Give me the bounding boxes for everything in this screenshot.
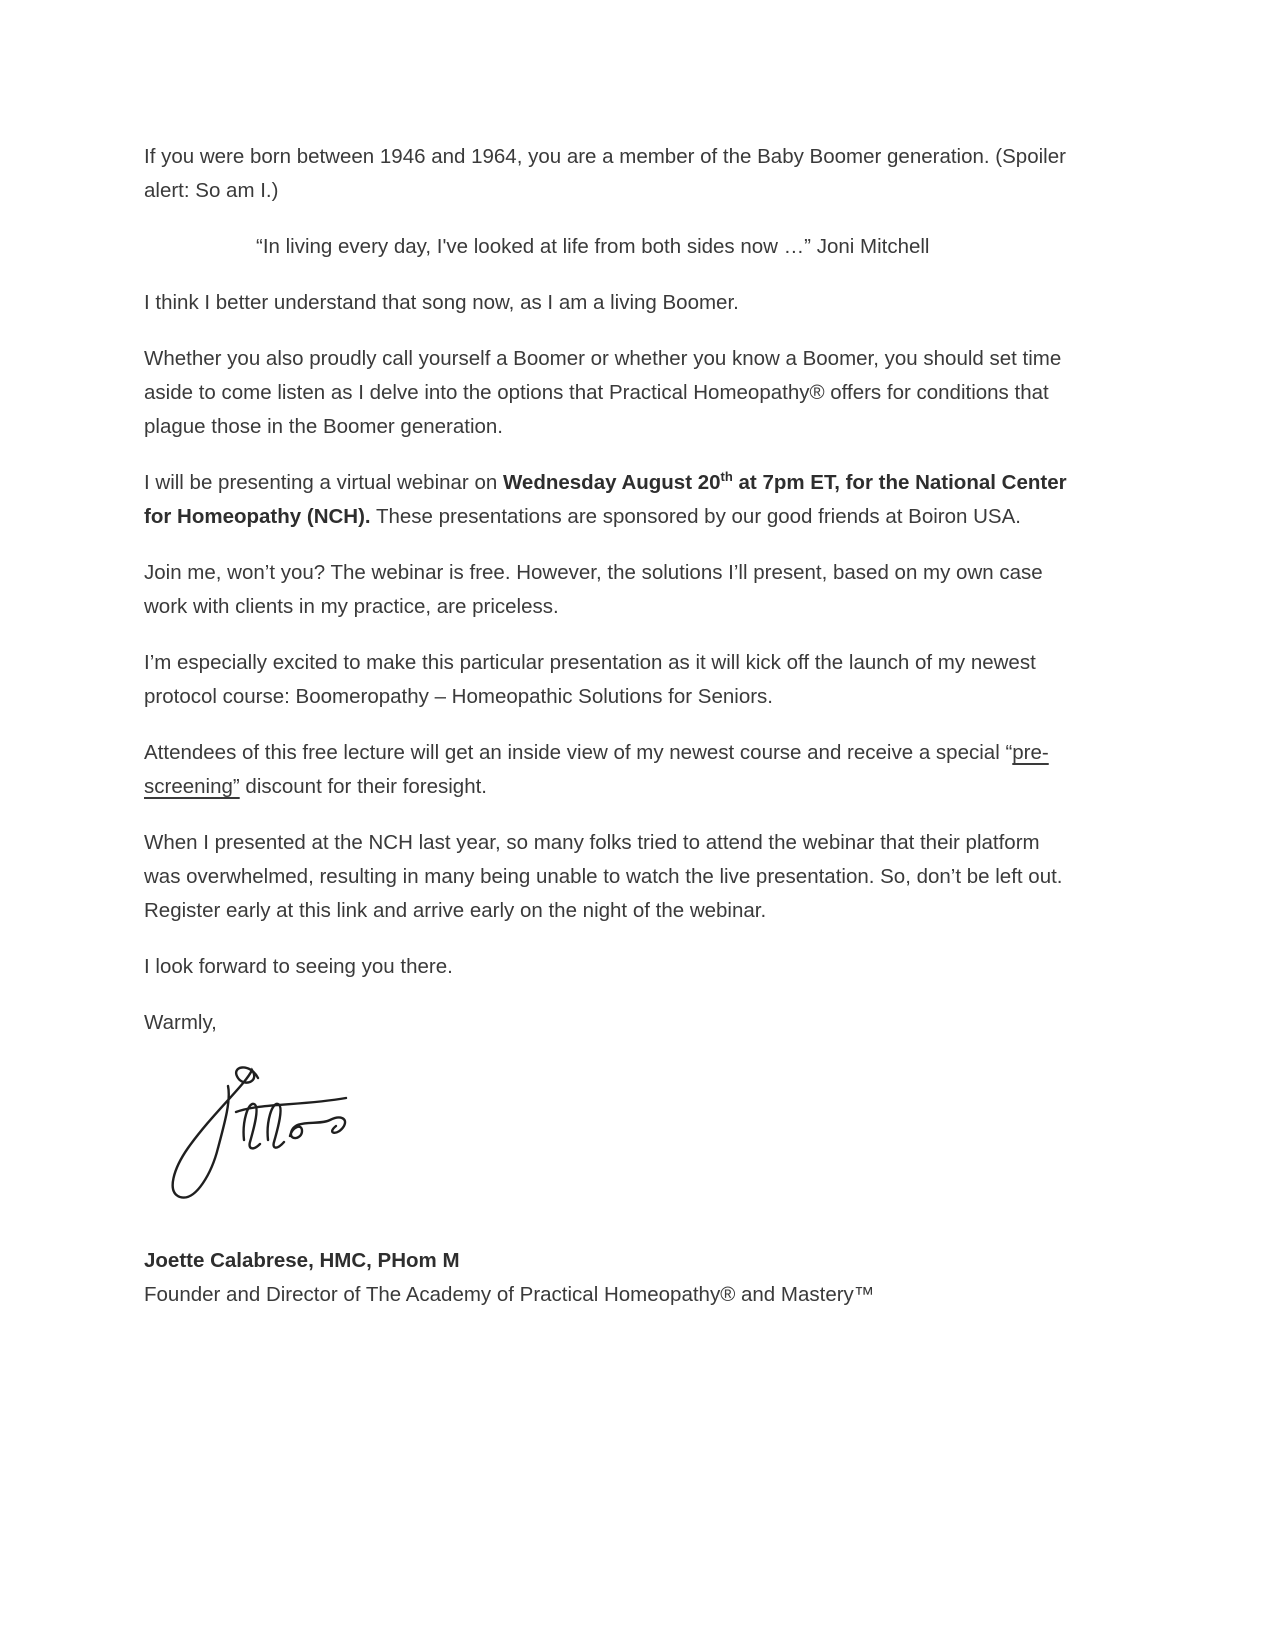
text-run: Whether you also proudly call yourself a Boomer or whether you know a Boomer, you should set time aside to come listen as I delve into the options that Practical Homeopathy® offers for conditions that plague those in the Boomer generation. — [144, 347, 1062, 438]
paragraph — [144, 736, 1074, 804]
text-run: at 7pm ET, for the National Center for Homeopathy (NCH). — [144, 471, 1067, 528]
sender-name: Joette Calabrese, HMC, PHom M — [144, 1249, 460, 1272]
closing-block — [144, 1244, 1074, 1312]
text-run: Join me, won’t you? The webinar is free. However, the solutions I’ll present, based on my own case work with clients in my practice, are priceless. — [144, 561, 1043, 618]
paragraph — [144, 1006, 1074, 1040]
paragraph — [144, 466, 1074, 534]
text-run: If you were born between 1946 and 1964, you are a member of the Baby Boomer generation. (Spoiler alert: So am I.) — [144, 145, 1066, 202]
text-run: I’m especially excited to make this particular presentation as it will kick off the launch of my newest protocol course: Boomeropathy – Homeopathic Solutions for Seniors. — [144, 651, 1036, 708]
text-run: th — [720, 469, 733, 485]
text-run: When I presented at the NCH last year, so many folks tried to attend the webinar that their platform was overwhelmed, resulting in many being unable to watch the live presentation. So, don’t be left out. Register early at this link and arrive early on the night of the webinar. — [144, 831, 1063, 922]
paragraph — [144, 950, 1074, 984]
paragraph — [144, 826, 1074, 928]
text-run: Warmly, — [144, 1011, 217, 1034]
paragraph — [144, 646, 1074, 714]
quote-line — [144, 230, 1074, 264]
text-run: I think I better understand that song now, as I am a living Boomer. — [144, 291, 739, 314]
paragraph — [144, 286, 1074, 320]
paragraph — [144, 342, 1074, 444]
text-run: Wednesday August 20 — [502, 471, 721, 494]
sender-title: Founder and Director of The Academy of Practical Homeopathy® and Mastery™ — [144, 1283, 875, 1306]
text-run: discount for their foresight. — [239, 775, 487, 798]
text-run: I look forward to seeing you there. — [144, 955, 453, 978]
signature-image — [148, 1054, 363, 1202]
text-run: Attendees of this free lecture will get an inside view of my newest course and receive a special “ — [144, 741, 1013, 764]
paragraph — [144, 556, 1074, 624]
text-run: These presentations are sponsored by our good friends at Boiron USA. — [370, 505, 1021, 528]
letter-body — [144, 140, 1074, 1040]
text-run: “In living every day, I've looked at life from both sides now …” Joni Mitchell — [256, 235, 930, 258]
text-run: I will be presenting a virtual webinar on — [144, 471, 503, 494]
underlined-text: pre-screening” — [144, 741, 1049, 798]
paragraph — [144, 140, 1074, 208]
handwritten-signature-icon — [148, 1054, 363, 1202]
